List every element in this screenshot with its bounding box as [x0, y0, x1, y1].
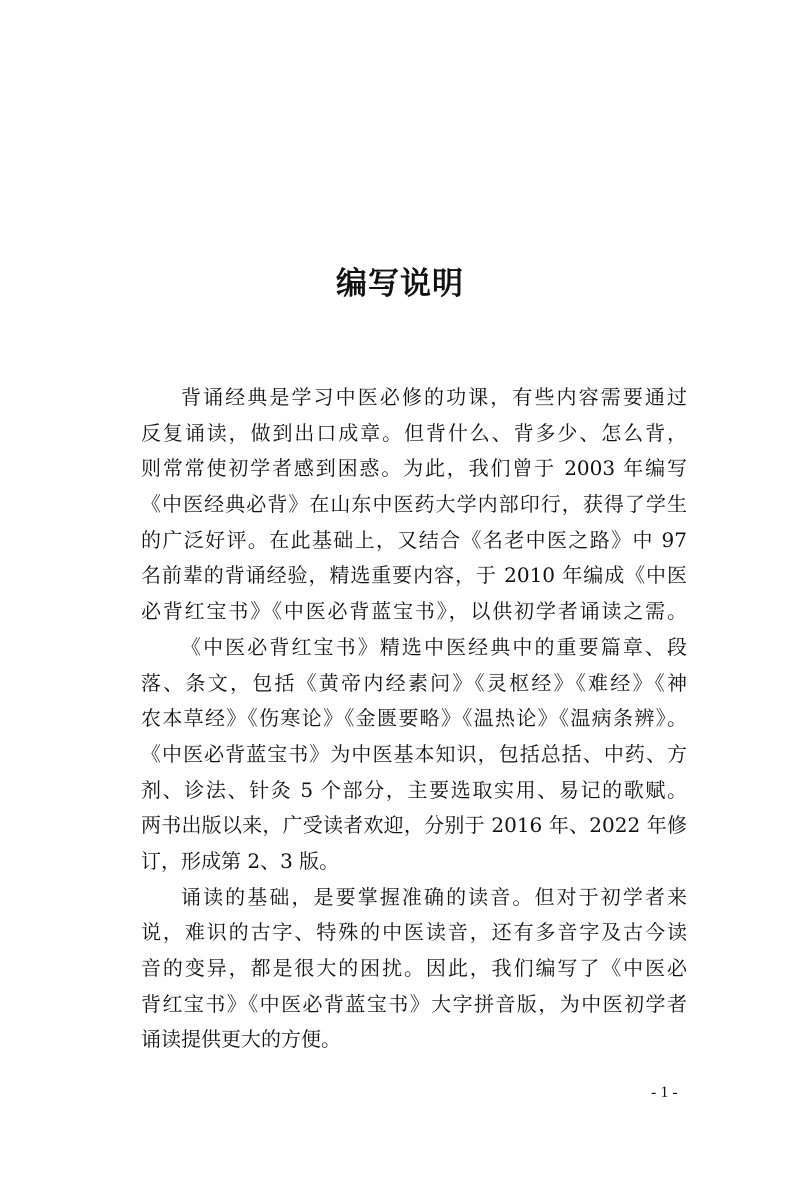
paragraph-3: [141, 880, 687, 1058]
paragraph-2: [141, 630, 687, 880]
text-line: 《中医经典必背》在山东中医药大学内部印行，获得了学生: [141, 492, 687, 517]
text-line: 必背红宝书》《中医必背蓝宝书》，以供初学者诵读之需。: [141, 599, 687, 624]
text-line: 落、条文，包括《黄帝内经素问》《灵枢经》《难经》《神: [141, 670, 687, 695]
page-title: 编写说明: [336, 266, 464, 302]
text-line: 音的变异，都是很大的困扰。因此，我们编写了《中医必: [141, 956, 687, 980]
text-line: 诵读的基础，是要掌握准确的读音。但对于初学者来: [181, 884, 687, 909]
text-line: 两书出版以来，广受读者欢迎，分别于 2016 年、2022 年修: [141, 813, 687, 838]
text-line: 背红宝书》《中医必背蓝宝书》大字拼音版，为中医初学者: [141, 991, 687, 1016]
text-line: 剂、诊法、针灸 5 个部分，主要选取实用、易记的歌赋。: [141, 777, 687, 802]
text-line: 则常常使初学者感到困惑。为此，我们曾于 2003 年编写: [141, 456, 687, 481]
text-line: 名前辈的背诵经验，精选重要内容，于 2010 年编成《中医: [141, 563, 687, 588]
text-line: 背诵经典是学习中医必修的功课，有些内容需要通过: [181, 385, 687, 409]
text-line: 《中医必背蓝宝书》为中医基本知识，包括总括、中药、方: [141, 741, 687, 766]
text-line: 反复诵读，做到出口成章。但背什么、背多少、怎么背，: [141, 420, 687, 445]
text-line: 农本草经》《伤寒论》《金匮要略》《温热论》《温病条辨》。: [141, 706, 687, 731]
text-line: 订，形成第 2、3 版。: [141, 848, 340, 873]
text-line: 的广泛好评。在此基础上，又结合《名老中医之路》中 97: [141, 527, 687, 552]
page-number: - 1 -: [651, 1084, 678, 1101]
body-text: [141, 380, 687, 1058]
text-line: 说，难识的古字、特殊的中医读音，还有多音字及古今读: [141, 920, 687, 945]
text-line: 《中医必背红宝书》精选中医经典中的重要篇章、段: [181, 634, 687, 659]
text-line: 诵读提供更大的方便。: [141, 1027, 341, 1052]
paragraph-1: [141, 380, 687, 630]
